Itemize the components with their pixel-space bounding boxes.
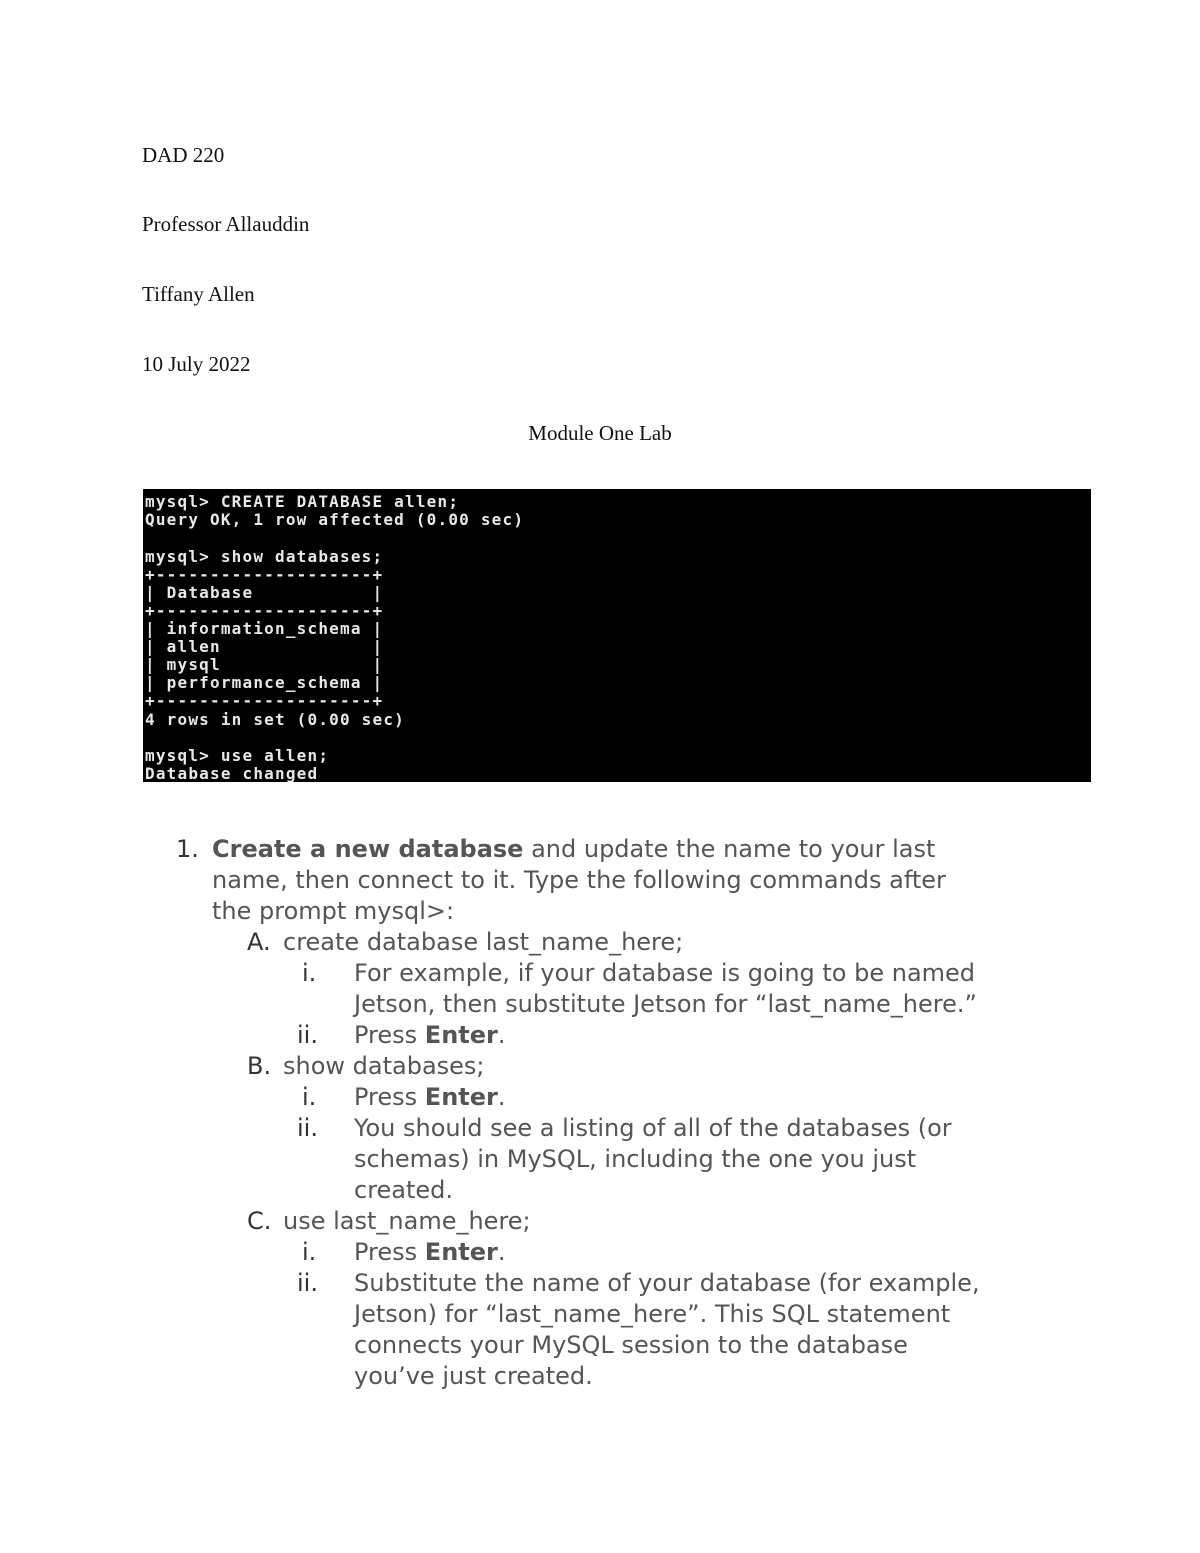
subitem-text: Press — [354, 1238, 425, 1266]
substep-text: create database last_name_here; — [283, 928, 684, 956]
list-marker: ii. — [297, 1114, 318, 1142]
terminal-line: | allen | — [145, 637, 384, 656]
enter-key-label: Enter — [424, 1021, 498, 1049]
terminal-line: Query OK, 1 row affected (0.00 sec) — [145, 510, 525, 529]
list-marker: i. — [302, 1238, 317, 1266]
list-marker: B. — [247, 1052, 272, 1080]
subitem-text: . — [497, 1083, 506, 1111]
subitem-text-line: For example, if your database is going to be named — [354, 959, 976, 987]
list-item — [354, 1020, 506, 1051]
student-name: Tiffany Allen — [142, 282, 255, 306]
terminal-line: | performance_schema | — [145, 673, 384, 692]
step-text-line: name, then connect to it. Type the following commands after — [212, 866, 946, 894]
substep-text: use last_name_here; — [283, 1207, 531, 1235]
subitem-text: . — [497, 1021, 506, 1049]
terminal-line: | mysql | — [145, 655, 384, 674]
terminal-line: 4 rows in set (0.00 sec) — [145, 710, 405, 729]
subitem-text-line: schemas) in MySQL, including the one you just — [354, 1145, 917, 1173]
professor-name: Professor Allauddin — [142, 212, 310, 236]
subitem-text-line: You should see a listing of all of the databases (or — [354, 1114, 952, 1142]
document-date: 10 July 2022 — [142, 352, 251, 376]
list-marker: i. — [302, 959, 317, 987]
subitem-text: Press — [354, 1083, 425, 1111]
terminal-line: mysql> use allen; — [145, 746, 330, 765]
subitem-text-line: Jetson, then substitute Jetson for “last_name_here.” — [354, 990, 977, 1018]
subitem-text-line: Substitute the name of your database (for example, — [354, 1269, 980, 1297]
document-title: Module One Lab — [528, 421, 672, 445]
subitem-text-line: you’ve just created. — [354, 1362, 593, 1390]
list-item — [354, 1237, 506, 1268]
subitem-text: Press — [354, 1021, 425, 1049]
list-marker: ii. — [297, 1269, 318, 1297]
list-marker: ii. — [297, 1021, 318, 1049]
enter-key-label: Enter — [424, 1083, 498, 1111]
terminal-line: | information_schema | — [145, 619, 384, 638]
subitem-text: . — [497, 1238, 506, 1266]
subitem-text-line: created. — [354, 1176, 454, 1204]
subitem-text-line: connects your MySQL session to the database — [354, 1331, 908, 1359]
list-marker: A. — [247, 928, 271, 956]
substep-text: show databases; — [283, 1052, 485, 1080]
terminal-line: mysql> show databases; — [145, 547, 384, 566]
step-text-line: the prompt mysql>: — [212, 897, 455, 925]
step-title: Create a new database — [212, 835, 524, 863]
course-code: DAD 220 — [142, 143, 225, 167]
terminal-screenshot — [143, 489, 1091, 782]
terminal-line: +--------------------+ — [145, 601, 384, 620]
terminal-line: +--------------------+ — [145, 565, 384, 584]
list-marker: 1. — [176, 835, 199, 863]
list-marker: C. — [247, 1207, 272, 1235]
terminal-line: | Database | — [145, 583, 384, 602]
subitem-text-line: Jetson) for “last_name_here”. This SQL statement — [354, 1300, 951, 1328]
terminal-line: mysql> CREATE DATABASE allen; — [145, 492, 460, 511]
terminal-line: Database changed — [145, 764, 319, 782]
enter-key-label: Enter — [424, 1238, 498, 1266]
step-text: and update the name to your last — [523, 835, 936, 863]
list-item — [212, 834, 935, 865]
list-item — [354, 1082, 506, 1113]
terminal-line: +--------------------+ — [145, 691, 384, 710]
list-marker: i. — [302, 1083, 317, 1111]
